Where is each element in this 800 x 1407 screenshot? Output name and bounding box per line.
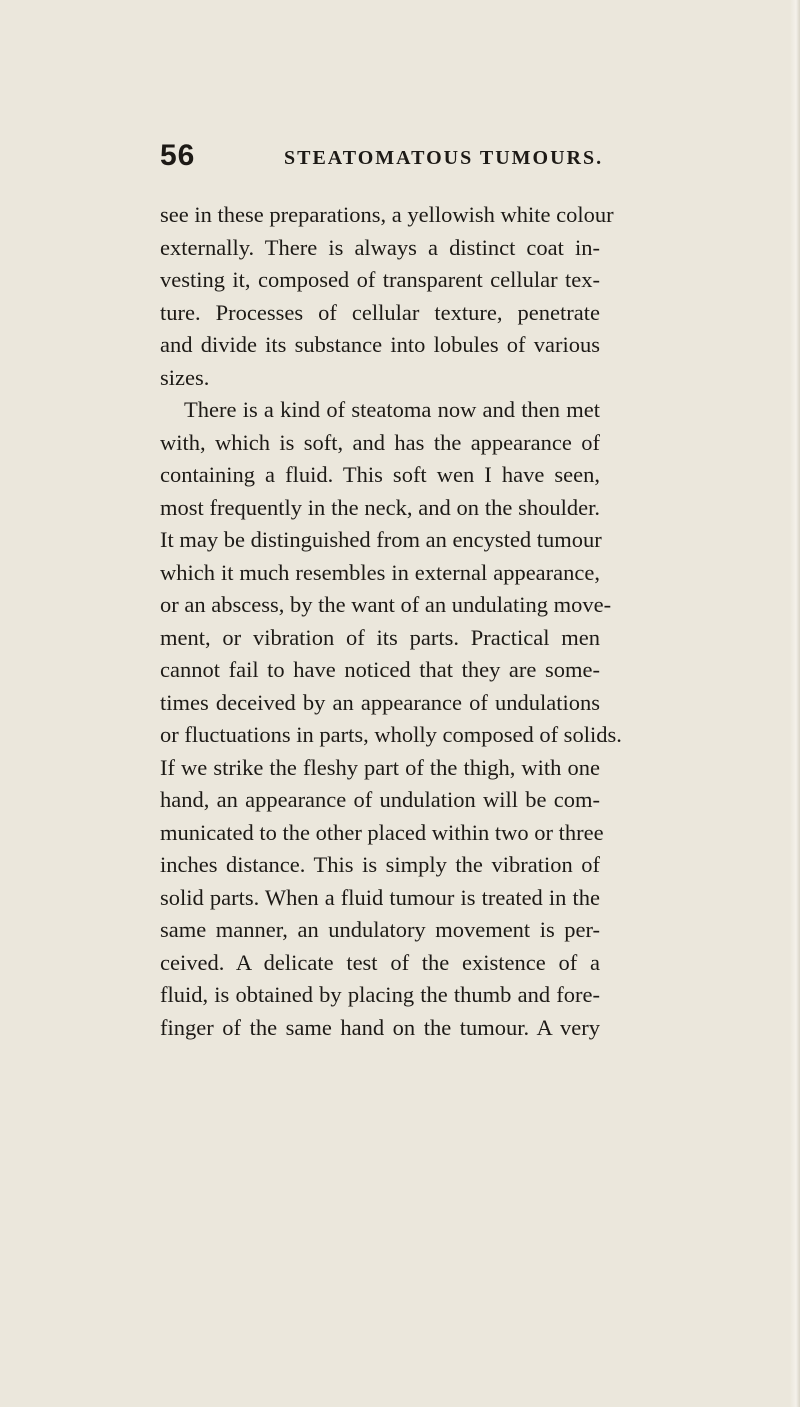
text-line: ture. Processes of cellular texture, penetrate	[160, 299, 600, 325]
text-line: It may be distinguished from an encysted tumour	[160, 527, 602, 552]
page-number: 56	[160, 139, 196, 172]
text-line: hand, an appearance of undulation will be com-	[160, 787, 600, 812]
text-line: finger of the same hand on the tumour. A very	[160, 1014, 600, 1040]
text-line: same manner, an undulatory movement is per-	[160, 917, 600, 942]
text-line: sizes.	[160, 364, 210, 390]
text-line: If we strike the fleshy part of the thigh, with one	[160, 754, 600, 780]
body-text	[160, 199, 622, 1044]
text-line: with, which is soft, and has the appearance of	[160, 429, 600, 455]
text-line: fluid, is obtained by placing the thumb and fore-	[160, 982, 600, 1007]
page-edge	[790, 0, 800, 1407]
text-line: inches distance. This is simply the vibration of	[160, 852, 600, 877]
text-line: vesting it, composed of transparent cellular tex-	[160, 267, 600, 292]
text-line: There is a kind of steatoma now and then met	[184, 397, 600, 422]
text-line: ment, or vibration of its parts. Practical men	[160, 624, 600, 650]
text-line: most frequently in the neck, and on the shoulder.	[160, 494, 600, 520]
text-line: or fluctuations in parts, wholly composed of solids.	[160, 722, 622, 747]
text-line: cannot fail to have noticed that they are some-	[160, 657, 600, 682]
text-line: municated to the other placed within two or three	[160, 819, 604, 845]
text-line: which it much resembles in external appearance,	[160, 559, 600, 585]
page-header	[160, 138, 604, 178]
text-line: or an abscess, by the want of an undulating move-	[160, 592, 612, 617]
text-line: see in these preparations, a yellowish white colour	[160, 202, 614, 227]
text-line: externally. There is always a distinct coat in-	[160, 234, 600, 260]
text-line: solid parts. When a fluid tumour is treated in the	[160, 884, 600, 910]
text-line: containing a fluid. This soft wen I have seen,	[160, 462, 600, 487]
text-line: and divide its substance into lobules of various	[160, 332, 600, 357]
running-title: STEATOMATOUS TUMOURS.	[284, 147, 604, 169]
text-line: times deceived by an appearance of undulations	[160, 689, 600, 715]
text-line: ceived. A delicate test of the existence of a	[160, 949, 600, 975]
